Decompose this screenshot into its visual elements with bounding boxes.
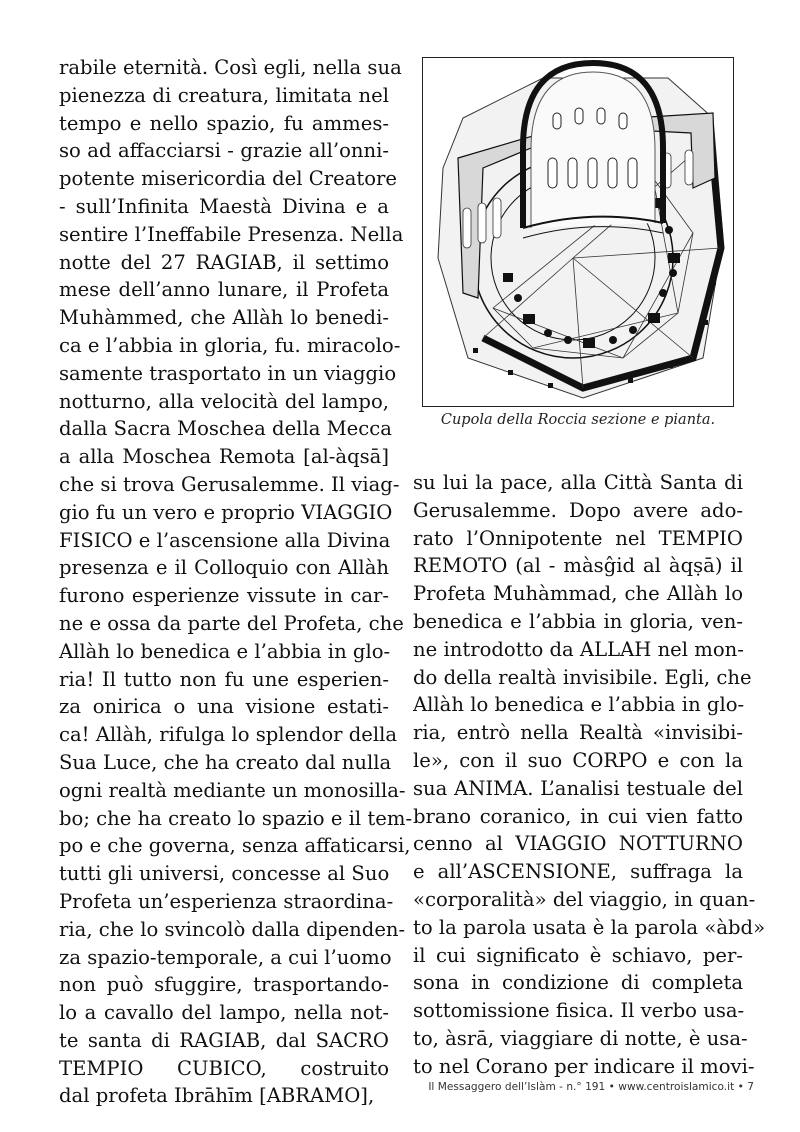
text-line: ne introdotto da ALLAH nel mon- [413,637,744,661]
figure-caption: Cupola della Roccia sezione e pianta. [440,412,716,428]
text-line: to, àsrā, viaggiare di notte, è usa- [413,1026,748,1050]
dome-of-the-rock-drawing [423,58,733,406]
text-line: presenza e il Colloquio con Allàh [59,556,389,580]
text-line: do della realtà invisibile. Egli, che [413,665,752,689]
page-footer [428,1081,754,1093]
text-line: non può sfuggire, trasportando- [59,973,389,997]
text-line: Allàh lo benedica e l’abbia in glo- [59,639,391,663]
text-line: TEMPIO CUBICO, costruito [59,1056,389,1080]
footer-publication: Il Messaggero dell’Islàm - n.° 191 [428,1081,606,1093]
text-line: notturno, alla velocità del lampo, [59,389,389,413]
text-line: ria! Il tutto non fu une esperien- [59,667,389,691]
text-line: «corporalità» del viaggio, in quan- [413,887,756,911]
text-line: a alla Moschea Remota [al-àqsā] [59,445,389,469]
text-line: ria, che lo svincolò dalla dipenden- [59,917,406,941]
text-line: REMOTO (al - màsĝid al àqṣā) il [413,554,743,578]
text-line: ria, entrò nella Realtà «invisibi- [413,721,743,745]
page-number: 7 [747,1081,754,1093]
text-line: il cui significato è schiavo, per- [413,943,743,967]
footer-website: www.centroislamico.it [618,1081,735,1093]
text-line: za spazio-temporale, a cui l’uomo [59,945,392,969]
text-line: tempo e nello spazio, fu ammes- [59,111,389,135]
text-line: - sull’Infinita Maestà Divina e a [59,194,389,218]
text-line: brano coranico, in cui vien fatto [413,804,743,828]
text-line: tutti gli universi, concesse al Suo [59,862,390,886]
text-line: Profeta un’esperienza straordina- [59,889,394,913]
text-line: po e che governa, senza affaticarsi, [59,834,411,858]
text-line: furono esperienze vissute in car- [59,584,389,608]
text-line: ogni realtà mediante un monosilla- [59,778,406,802]
text-line: to nel Corano per indicare il movi- [413,1054,755,1078]
text-line: rabile eternità. Così egli, nella sua [59,56,402,79]
text-line: rato l’Onnipotente nel TEMPIO [413,526,743,550]
text-line: cenno al VIAGGIO NOTTURNO [413,832,743,856]
footer-separator: • [608,1081,615,1093]
text-line: gio fu un vero e proprio VIAGGIO [59,500,393,524]
text-line: notte del 27 RAGIAB, il settimo [59,250,389,274]
text-line: Sua Luce, che ha creato dal nulla [59,750,392,774]
text-line: benedica e l’abbia in gloria, ven- [413,609,743,633]
text-line: Gerusalemme. Dopo avere ado- [413,498,743,522]
text-line: sona in condizione di completa [413,971,743,995]
text-line: Muhàmmed, che Allàh lo benedi- [59,306,389,330]
text-line: pienezza di creatura, limitata nel [59,83,389,107]
text-line: su lui la pace, alla Città Santa di [413,471,743,494]
text-line: za onirica o una visione estati- [59,695,389,719]
left-text-column [59,54,413,1110]
text-line: le», con il suo CORPO e con la [413,748,743,772]
text-line: te santa di RAGIAB, dal SACRO [59,1028,389,1052]
text-line: dalla Sacra Moschea della Mecca [59,417,392,441]
text-line: ca! Allàh, rifulga lo splendor della [59,723,398,747]
text-line: samente trasportato in un viaggio [59,361,397,385]
right-text-column [413,469,766,1081]
text-line: so ad affacciarsi - grazie all’onni- [59,139,389,163]
text-line: ne e ossa da parte del Profeta, che [59,611,404,635]
text-line: dal profeta Ibrāhīm [ABRAMO], [59,1084,375,1108]
text-line: Allàh lo benedica e l’abbia in glo- [413,693,745,717]
text-line: e all’ASCENSIONE, suffraga la [413,860,743,884]
text-line: to la parola usata è la parola «àbd» [413,915,766,939]
text-line: che si trova Gerusalemme. Il viag- [59,472,400,496]
text-line: lo a cavallo del lampo, nella not- [59,1001,389,1025]
text-line: potente misericordia del Creatore [59,167,398,191]
text-line: sottomissione fisica. Il verbo usa- [413,999,745,1023]
text-line: mese dell’anno lunare, il Profeta [59,278,389,302]
text-line: bo; che ha creato lo spazio e il tem- [59,806,413,830]
text-line: sentire l’Ineffabile Presenza. Nella [59,222,404,246]
text-line: sua ANIMA. L’analisi testuale del [413,776,743,800]
text-line: Profeta Muhàmmad, che Allàh lo [413,582,743,606]
text-line: ca e l’abbia in gloria, fu. miracolo- [59,333,401,357]
footer-separator: • [737,1081,744,1093]
text-line: FISICO e l’ascensione alla Divina [59,528,391,552]
dome-illustration [422,57,734,407]
